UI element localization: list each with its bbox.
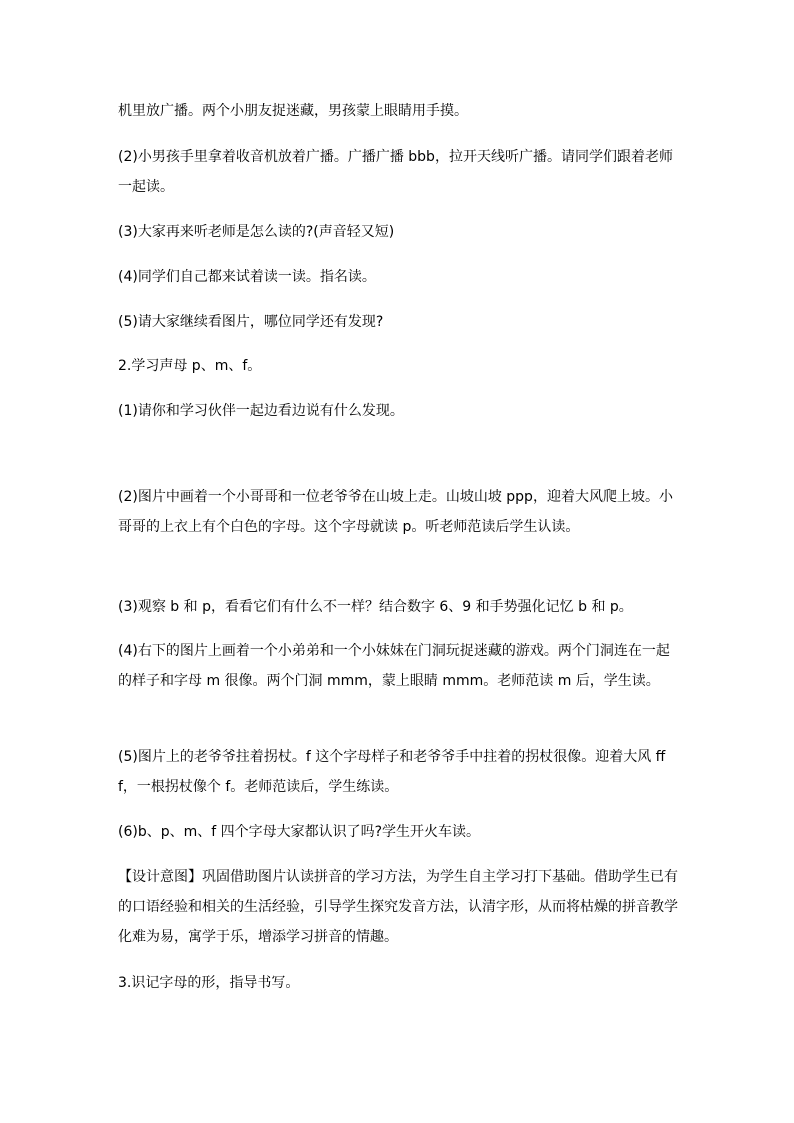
- paragraph-10: (5)图片上的老爷爷拄着拐杖。f 这个字母样子和老爷爷手中拄着的拐杖很像。迎着大风 fff，一根拐杖像个 f。老师范读后，学生练读。: [118, 749, 666, 795]
- design-intent-paragraph: 【设计意图】巩固借助图片认读拼音的学习方法，为学生自主学习打下基础。借助学生已有的口语经验和相关的生活经验，引导学生探究发音方法，认清字形，从而将枯燥的拼音教学化难为易，寓学于乐，增添学习拼音的情趣。: [118, 869, 678, 945]
- paragraph-1: 机里放广播。两个小朋友捉迷藏，男孩蒙上眼睛用手摸。: [118, 103, 468, 119]
- paragraph-8: (3)观察 b 和 p，看看它们有什么不一样？结合数字 6、9 和手势强化记忆 b 和 p。: [118, 599, 633, 615]
- paragraph-6: (1)请你和学习伙伴一起边看边说有什么发现。: [118, 403, 404, 419]
- paragraph-5: (5)请大家继续看图片，哪位同学还有发现?: [118, 314, 384, 330]
- paragraph-4: (4)同学们自己都来试着读一读。指名读。: [118, 269, 376, 285]
- paragraph-3: (3)大家再来听老师是怎么读的?(声音轻又短): [118, 224, 395, 240]
- paragraph-11: (6)b、p、m、f 四个字母大家都认识了吗?学生开火车读。: [118, 824, 481, 840]
- paragraph-2: (2)小男孩手里拿着收音机放着广播。广播广播 bbb，拉开天线听广播。请同学们跟着老师一起读。: [118, 149, 673, 195]
- section-heading-3: 3.识记字母的形，指导书写。: [118, 975, 300, 991]
- section-heading-2: 2.学习声母 p、m、f。: [118, 358, 262, 374]
- paragraph-9: (4)右下的图片上画着一个小弟弟和一个小妹妹在门洞玩捉迷藏的游戏。两个门洞连在一起的样子和字母 m 很像。两个门洞 mmm，蒙上眼睛 mmm。老师范读 m 后，学生读。: [118, 643, 670, 689]
- paragraph-7: (2)图片中画着一个小哥哥和一位老爷爷在山坡上走。山坡山坡 ppp，迎着大风爬上坡。小哥哥的上衣上有个白色的字母。这个字母就读 p。听老师范读后学生认读。: [118, 489, 673, 535]
